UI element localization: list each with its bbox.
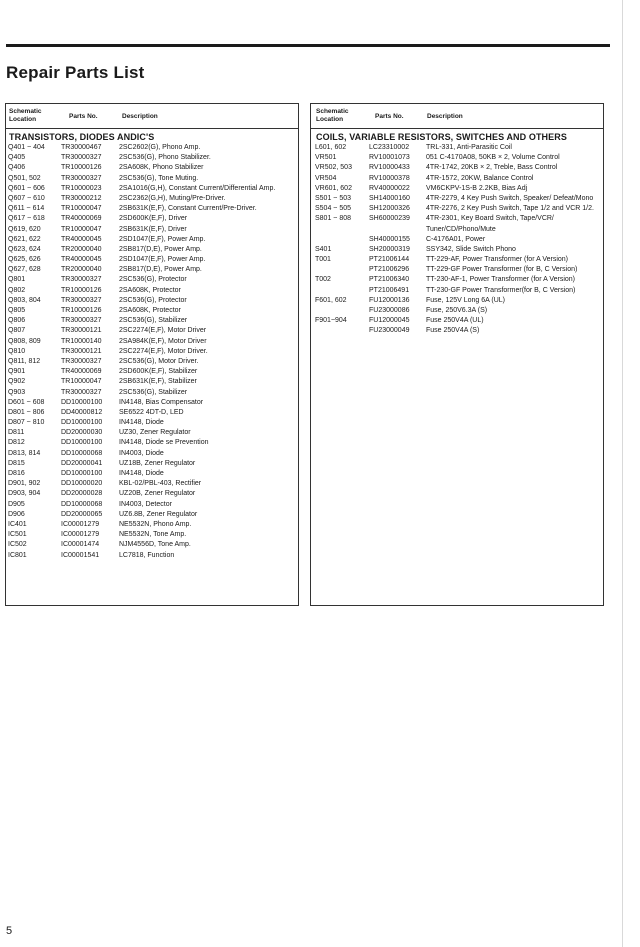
description-cell: Fuse 250V4A (UL): [426, 317, 484, 325]
schematic-location-cell: IC401: [8, 520, 27, 528]
table-row: [311, 204, 603, 214]
part-number-cell: TR40000045: [61, 256, 102, 264]
table-row: [311, 265, 603, 275]
part-number-cell: TR10000126: [61, 307, 102, 314]
table-row: [311, 194, 603, 204]
schematic-location-cell: S504 ~ 505: [315, 205, 352, 213]
description-cell: 2SD1047(E,F), Power Amp.: [119, 256, 206, 264]
description-cell: SE6522 4DT-D, LED: [119, 408, 184, 416]
table-row: [6, 194, 298, 204]
part-number-cell: DD10000100: [61, 419, 103, 427]
description-cell: 2SD600K(E,F), Stabilizer: [119, 368, 198, 376]
part-number-cell: SH40000155: [369, 235, 410, 243]
table-row: [6, 377, 298, 387]
table-row: [6, 408, 298, 418]
part-number-cell: TR30000327: [61, 317, 102, 325]
part-number-cell: PT21006340: [369, 276, 410, 284]
description-cell: 4TR-2301, Key Board Switch, Tape/VCR/ Tuner/CD/Phono/Mute: [426, 215, 554, 233]
part-number-cell: TR40000069: [61, 215, 102, 223]
table-row: [6, 357, 298, 367]
description-cell: Fuse, 250V6.3A (S): [426, 307, 488, 314]
header-schematic-location: Schematic Location: [316, 108, 349, 123]
schematic-location-cell: Q806: [8, 317, 26, 325]
schematic-location-cell: Q810: [8, 347, 26, 355]
description-cell: 4TR-2276, 2 Key Push Switch, Tape 1/2 and VCR 1/2.: [426, 205, 594, 213]
description-cell: IN4148, Diode: [119, 419, 164, 427]
description-cell: IN4148, Bias Compensator: [119, 398, 204, 406]
coils-resistors-switches-table: [310, 103, 604, 606]
table-row: [6, 235, 298, 245]
table-row: [6, 174, 298, 184]
table-row: [311, 174, 603, 184]
table-row: [6, 500, 298, 510]
part-number-cell: TR30000327: [61, 357, 102, 365]
schematic-location-cell: Q801: [8, 276, 26, 284]
description-cell: 2SC536(G), Motor Driver.: [119, 357, 199, 365]
description-cell: 2SC536(G), Phono Stabilizer.: [119, 154, 211, 162]
table-row: [6, 449, 298, 459]
description-cell: VM6CKPV-1S-B 2.2KB, Bias Adj: [426, 184, 528, 192]
part-number-cell: DD10000100: [61, 470, 103, 477]
part-number-cell: TR10000047: [61, 225, 102, 233]
table-row: [6, 438, 298, 448]
description-cell: 2SB631K(E,F), Driver: [119, 225, 187, 233]
part-number-cell: DD20000030: [61, 429, 103, 437]
table-row: [311, 153, 603, 163]
table-header: [311, 104, 603, 129]
description-cell: NJM4556D, Tone Amp.: [119, 541, 191, 549]
schematic-location-cell: L601, 602: [315, 144, 347, 151]
schematic-location-cell: D815: [8, 459, 25, 467]
schematic-location-cell: S401: [315, 245, 332, 253]
part-number-cell: DD40000812: [61, 408, 103, 416]
description-cell: 2SA984K(E,F), Motor Driver: [119, 337, 207, 345]
table-row: [311, 184, 603, 194]
table-row: [6, 265, 298, 275]
description-cell: 2SA1016(G,H), Constant Current/Differential Amp.: [119, 184, 276, 192]
schematic-location-cell: D811: [8, 429, 25, 437]
schematic-location-cell: Q803, 804: [8, 296, 41, 304]
schematic-location-cell: [311, 286, 369, 296]
description-cell: UZ20B, Zener Regulator: [119, 490, 196, 498]
transistors-diodes-ics-table: [5, 103, 299, 606]
table-row: [6, 489, 298, 499]
description-cell: 2SC536(G), Protector: [119, 296, 187, 304]
description-cell: UZ6.8B, Zener Regulator: [119, 510, 198, 518]
description-cell: TT-229-AF, Power Transformer (for A Version): [426, 256, 568, 264]
table-row: [6, 255, 298, 265]
schematic-location-cell: S501 ~ 503: [315, 194, 352, 202]
table-row: [311, 275, 603, 285]
part-number-cell: IC00001474: [61, 541, 100, 549]
schematic-location-cell: VR601, 602: [315, 184, 352, 192]
part-number-cell: TR30000121: [61, 347, 102, 355]
schematic-location-cell: Q601 ~ 606: [8, 184, 45, 192]
part-number-cell: TR40000045: [61, 235, 102, 243]
table-row: [6, 347, 298, 357]
parts-rows: [311, 143, 603, 337]
description-cell: 2SA608K, Phono Stabilizer: [119, 164, 204, 172]
description-cell: 2SB631K(E,F), Stabilizer: [119, 378, 197, 386]
description-cell: 2SB817(D,E), Power Amp.: [119, 266, 202, 274]
schematic-location-cell: D812: [8, 439, 25, 447]
table-row: [6, 204, 298, 214]
schematic-location-cell: Q807: [8, 327, 26, 335]
table-row: [6, 469, 298, 479]
description-cell: 2SA608K, Protector: [119, 286, 181, 294]
part-number-cell: IC00001279: [61, 520, 100, 528]
table-row: [311, 306, 603, 316]
page-edge: [622, 0, 623, 947]
description-cell: Fuse, 125V Long 6A (UL): [426, 296, 505, 304]
header-description: Description: [427, 113, 463, 120]
part-number-cell: DD10000068: [61, 500, 103, 508]
table-row: [6, 306, 298, 316]
schematic-location-cell: Q903: [8, 388, 26, 396]
table-row: [311, 245, 603, 255]
description-cell: IN4003, Diode: [119, 449, 164, 457]
table-row: [6, 520, 298, 530]
table-row: [311, 286, 603, 296]
schematic-location-cell: Q611 ~ 614: [8, 205, 45, 213]
part-number-cell: TR30000327: [61, 276, 102, 284]
part-number-cell: RV10001073: [369, 154, 410, 162]
part-number-cell: SH14000160: [369, 194, 410, 202]
table-row: [6, 326, 298, 336]
table-row: [6, 214, 298, 224]
schematic-location-cell: IC801: [8, 551, 27, 559]
schematic-location-cell: D906: [8, 510, 25, 518]
part-number-cell: TR30000467: [61, 144, 102, 151]
part-number-cell: RV10000433: [369, 164, 410, 172]
table-row: [6, 540, 298, 550]
header-parts-no: Parts No.: [375, 113, 404, 120]
parts-rows: [6, 143, 298, 561]
header-description: Description: [122, 113, 158, 120]
part-number-cell: TR30000327: [61, 174, 102, 182]
part-number-cell: TR40000069: [61, 368, 102, 376]
part-number-cell: IC00001541: [61, 551, 100, 559]
top-rule: [6, 44, 610, 47]
schematic-location-cell: [311, 265, 369, 275]
table-row: [6, 296, 298, 306]
table-row: [6, 153, 298, 163]
table-row: [311, 163, 603, 173]
section-title: TRANSISTORS, DIODES ANDIC'S: [9, 132, 155, 142]
part-number-cell: SH20000319: [369, 245, 410, 253]
schematic-location-cell: Q405: [8, 154, 26, 162]
schematic-location-cell: Q811, 812: [8, 357, 41, 365]
header-schematic-location: Schematic Location: [9, 108, 42, 123]
table-row: [6, 163, 298, 173]
description-cell: C-4176A01, Power: [426, 235, 486, 243]
description-cell: TT-230-GF Power Transformer(for B, C Version): [426, 286, 576, 294]
description-cell: NE5532N, Tone Amp.: [119, 531, 187, 539]
description-cell: 4TR-1572, 20KW, Balance Control: [426, 174, 534, 182]
table-row: [6, 367, 298, 377]
schematic-location-cell: T002: [315, 276, 331, 284]
part-number-cell: LC23310002: [369, 144, 410, 151]
description-cell: UZ30, Zener Regulator: [119, 429, 191, 437]
description-cell: NE5532N, Phono Amp.: [119, 520, 192, 528]
part-number-cell: TR30000212: [61, 194, 102, 202]
table-row: [311, 316, 603, 326]
schematic-location-cell: Q401 ~ 404: [8, 144, 45, 151]
schematic-location-cell: Q619, 620: [8, 225, 41, 233]
table-row: [311, 326, 603, 336]
table-row: [6, 275, 298, 285]
description-cell: 2SD600K(E,F), Driver: [119, 215, 188, 223]
part-number-cell: RV10000378: [369, 174, 410, 182]
part-number-cell: SH12000326: [369, 205, 410, 213]
description-cell: IN4003, Detector: [119, 500, 172, 508]
schematic-location-cell: VR501: [315, 154, 337, 162]
part-number-cell: TR30000327: [61, 296, 102, 304]
part-number-cell: TR10000023: [61, 184, 102, 192]
table-row: [6, 225, 298, 235]
part-number-cell: TR20000040: [61, 245, 102, 253]
description-cell: UZ18B, Zener Regulator: [119, 459, 196, 467]
description-cell: IN4148, Diode se Prevention: [119, 439, 209, 447]
schematic-location-cell: IC501: [8, 531, 27, 539]
part-number-cell: FU23000049: [369, 327, 410, 335]
table-row: [6, 316, 298, 326]
part-number-cell: TR20000040: [61, 266, 102, 274]
part-number-cell: TR30000327: [61, 388, 102, 396]
part-number-cell: DD10000020: [61, 480, 103, 488]
schematic-location-cell: Q623, 624: [8, 245, 41, 253]
schematic-location-cell: [311, 326, 369, 336]
part-number-cell: SH60000239: [369, 215, 410, 223]
schematic-location-cell: Q617 ~ 618: [8, 215, 45, 223]
table-row: [6, 337, 298, 347]
part-number-cell: TR30000327: [61, 154, 102, 162]
table-row: [6, 245, 298, 255]
schematic-location-cell: VR504: [315, 174, 337, 182]
schematic-location-cell: Q627, 628: [8, 266, 41, 274]
page-number: 5: [6, 925, 13, 937]
schematic-location-cell: VR502, 503: [315, 164, 352, 172]
schematic-location-cell: Q607 ~ 610: [8, 194, 45, 202]
part-number-cell: DD20000028: [61, 490, 103, 498]
schematic-location-cell: D903, 904: [8, 490, 41, 498]
page-title: Repair Parts List: [6, 63, 145, 82]
description-cell: Fuse 250V4A (S): [426, 327, 480, 335]
schematic-location-cell: D816: [8, 470, 25, 477]
header-parts-no: Parts No.: [69, 113, 98, 120]
description-cell: 4TR-2279, 4 Key Push Switch, Speaker/ Defeat/Mono: [426, 194, 594, 202]
schematic-location-cell: Q406: [8, 164, 26, 172]
part-number-cell: RV40000022: [369, 184, 410, 192]
schematic-location-cell: Q901: [8, 368, 26, 376]
part-number-cell: DD20000065: [61, 510, 103, 518]
table-row: [6, 530, 298, 540]
table-row: [6, 286, 298, 296]
description-cell: 2SC2274(E,F), Motor Driver.: [119, 347, 208, 355]
part-number-cell: FU12000045: [369, 317, 410, 325]
schematic-location-cell: IC502: [8, 541, 27, 549]
schematic-location-cell: Q621, 622: [8, 235, 41, 243]
table-row: [6, 479, 298, 489]
description-cell: TT-230-AF-1, Power Transformer (for A Version): [426, 276, 575, 284]
schematic-location-cell: D901, 902: [8, 480, 41, 488]
part-number-cell: DD10000068: [61, 449, 103, 457]
description-cell: LC7818, Function: [119, 551, 175, 559]
description-cell: 2SC2602(G), Phono Amp.: [119, 144, 201, 151]
part-number-cell: FU12000136: [369, 296, 410, 304]
schematic-location-cell: D807 ~ 810: [8, 419, 45, 427]
description-cell: 2SB631K(E,F), Constant Current/Pre-Driver.: [119, 205, 257, 213]
schematic-location-cell: Q625, 626: [8, 256, 41, 264]
schematic-location-cell: F601, 602: [315, 296, 347, 304]
part-number-cell: TR10000140: [61, 337, 102, 345]
description-cell: 2SC536(G), Tone Muting.: [119, 174, 199, 182]
description-cell: TT-229-GF Power Transformer (for B, C Version): [426, 266, 578, 274]
schematic-location-cell: [311, 235, 369, 245]
part-number-cell: IC00001279: [61, 531, 100, 539]
part-number-cell: FU23000086: [369, 307, 410, 314]
description-cell: 4TR-1742, 20KB × 2, Treble, Bass Control: [426, 164, 558, 172]
part-number-cell: DD10000100: [61, 439, 103, 447]
schematic-location-cell: [311, 306, 369, 316]
description-cell: 2SC2274(E,F), Motor Driver: [119, 327, 207, 335]
schematic-location-cell: T001: [315, 256, 331, 264]
part-number-cell: TR10000126: [61, 164, 102, 172]
table-row: [6, 184, 298, 194]
schematic-location-cell: S801 ~ 808: [315, 215, 352, 223]
schematic-location-cell: Q501, 502: [8, 174, 41, 182]
part-number-cell: TR30000121: [61, 327, 102, 335]
schematic-location-cell: D905: [8, 500, 25, 508]
part-number-cell: DD20000041: [61, 459, 103, 467]
schematic-location-cell: Q808, 809: [8, 337, 41, 345]
description-cell: TRL-331, Anti-Parasitic Coil: [426, 144, 512, 151]
part-number-cell: PT21006296: [369, 266, 410, 274]
table-row: [6, 551, 298, 561]
description-cell: KBL-02/PBL-403, Rectifier: [119, 480, 202, 488]
part-number-cell: TR10000047: [61, 378, 102, 386]
table-row: [6, 398, 298, 408]
schematic-location-cell: D601 ~ 608: [8, 398, 45, 406]
table-row: [311, 214, 603, 234]
part-number-cell: TR10000126: [61, 286, 102, 294]
description-cell: 2SC536(G), Stabilizer: [119, 317, 188, 325]
part-number-cell: TR10000047: [61, 205, 102, 213]
table-row: [311, 143, 603, 153]
description-cell: 2SC536(G), Protector: [119, 276, 187, 284]
schematic-location-cell: D813, 814: [8, 449, 41, 457]
schematic-location-cell: Q902: [8, 378, 26, 386]
schematic-location-cell: Q802: [8, 286, 26, 294]
part-number-cell: PT21006491: [369, 286, 410, 294]
table-row: [311, 296, 603, 306]
description-cell: 2SD1047(E,F), Power Amp.: [119, 235, 206, 243]
description-cell: SSY342, Slide Switch Phono: [426, 245, 516, 253]
description-cell: 2SB817(D,E), Power Amp.: [119, 245, 202, 253]
schematic-location-cell: F901~904: [315, 317, 347, 325]
description-cell: 051 C-4170A08, 50KB × 2, Volume Control: [426, 154, 560, 162]
section-title: COILS, VARIABLE RESISTORS, SWITCHES AND OTHERS: [316, 132, 567, 142]
table-header: [6, 104, 298, 129]
table-row: [311, 255, 603, 265]
table-row: [6, 459, 298, 469]
description-cell: 2SC536(G), Stabilizer: [119, 388, 188, 396]
schematic-location-cell: Q805: [8, 307, 26, 314]
table-row: [6, 143, 298, 153]
description-cell: 2SA608K, Protector: [119, 307, 181, 314]
description-cell: 2SC2362(G,H), Muting/Pre-Driver.: [119, 194, 226, 202]
schematic-location-cell: D801 ~ 806: [8, 408, 45, 416]
part-number-cell: PT21006144: [369, 256, 410, 264]
table-row: [6, 428, 298, 438]
table-row: [6, 388, 298, 398]
table-row: [311, 235, 603, 245]
part-number-cell: DD10000100: [61, 398, 103, 406]
table-row: [6, 510, 298, 520]
description-cell: IN4148, Diode: [119, 470, 164, 477]
table-row: [6, 418, 298, 428]
